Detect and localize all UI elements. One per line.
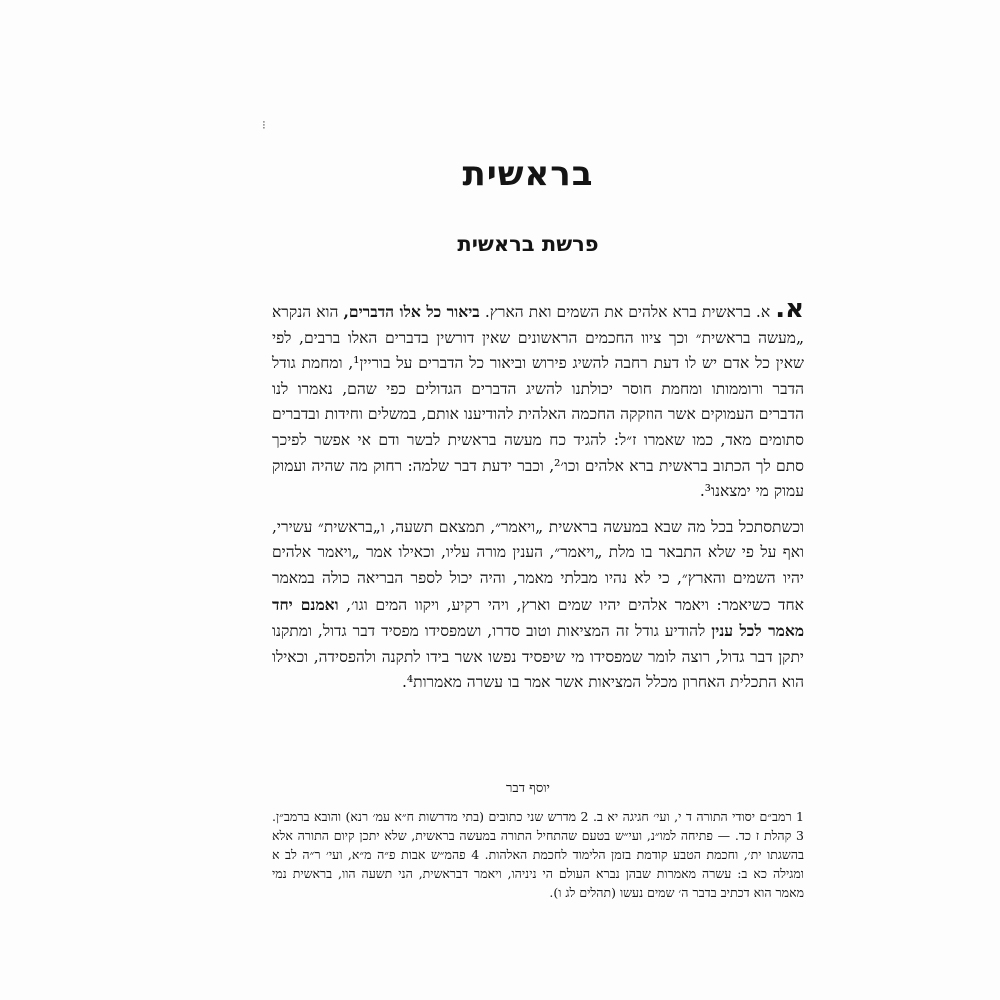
paragraph-marker: א. bbox=[775, 294, 805, 324]
main-text bbox=[272, 294, 805, 696]
paragraph-1 bbox=[272, 294, 805, 505]
commentary-title: יוסף דבר bbox=[506, 781, 550, 796]
paragraph-2 bbox=[272, 515, 804, 696]
paragraph-1-opening: א. בראשית ברא אלהים את השמים ואת הארץ. bbox=[484, 303, 771, 321]
paragraph-1-body: הוא הנקרא „מעשה בראשית״ וכך ציוו החכמים הראשונים שאין דורשין בדברים האלו ברבים, לפי שאין כל אדם יש לו דעת רחבה להשיג פירוש וביאור כל הדברים על בוריין¹, ומחמת גודל הדבר ורוממותו ומחמת חוסר יכולתנו להשיג הדברים הגדולים כפי שהם, נאמרו לנו הדברים העמוקים אשר הוזקקה החכמה האלהית להודיענו אותם, במשלים וחידות ובדברים סתומים מאד, כמו שאמרו ז״ל: להגיד כח מעשה בראשית לבשר ודם אי אפשר לפיכך סתם לך הכתוב בראשית ברא אלהים וכו׳², וכבר ידעת דבר שלמה: רחוק מה שהיה ועמוק עמוק מי ימצאנו³. bbox=[272, 303, 804, 501]
margin-mark: ⁝ bbox=[262, 118, 266, 132]
paragraph-1-emphasis: ביאור כל אלו הדברים, bbox=[343, 302, 480, 321]
paragraph-2-emphasis: ואמנם יחד מאמר לכל ענין bbox=[272, 594, 805, 641]
footnotes: 1 רמב״ם יסודי התורה ד י, ועי׳ חגיגה יא ב. 2 מדרש שני כתובים (בתי מדרשות ח״א עמ׳ רנא) והובא ברמב״ן. 3 קהלת ז כד. — פתיחה למו״נ, ועי״ש בטעם שהתחיל התורה במעשה בראשית, שלא יתכן קיום התורה אלא בהשגתו ית׳, וחכמת הטבע קודמת בזמן הלימוד לחכמת האלהות. 4 פהמ״ש אבות פ״ה מ״א, ועי׳ ר״ה לב א ומגילה כא ב: עשרה מאמרות שבהן נברא העולם הי ניניהו, ויאמר דבראשית, הני תשעה הוו, בראשית נמי מאמר הוא דכתיב בדבר ה׳ שמים נעשו (תהלים לג ו). bbox=[272, 809, 804, 900]
paragraph-2-body: להודיע גודל זה המציאות וטוב סדרו, ושמפסידו מפסיד דבר גדול, ומתקנו יתקן דבר גדול, רוצה לומר שמפסידו מי שיפסיד נפשו אשר בידו לתקנה ולהפסידה, וכאילו הוא התכלית האחרון מכלל המציאות אשר אמר בו עשרה מאמרות⁴. bbox=[272, 622, 804, 692]
page-title: בראשית bbox=[462, 154, 594, 194]
parsha-title: פרשת בראשית bbox=[457, 232, 599, 256]
paragraph-2-opening: וכשתסתכל בכל מה שבא במעשה בראשית „ויאמר״, תמצאם תשעה, ו„בראשית״ עשירי, ואף על פי שלא התבאר בו מלת „ויאמר״, הענין מורה עליו, וכאילו אמר „ויאמר אלהים יהיו השמים והארץ״, כי לא נהיו מבלתי מאמר, והיה יכול לספר הבריאה כולה במאמר אחד כשיאמר: ויאמר אלהים יהיו שמים וארץ, ויהי רקיע, ויקוו המים וגו׳, bbox=[272, 517, 804, 614]
